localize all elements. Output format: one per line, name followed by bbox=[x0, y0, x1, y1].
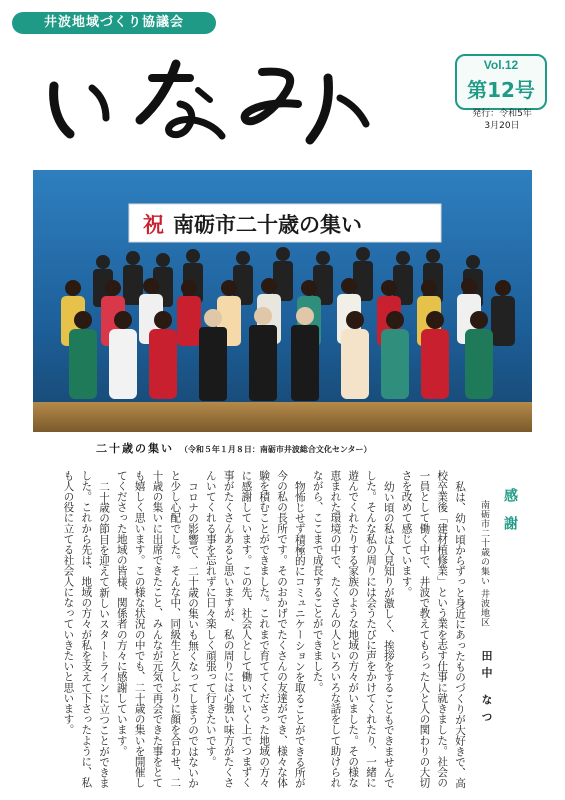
article-paragraph: 物怖じせず積極的にコミュニケーションを取ることができる所が今の私の長所です。そのおかげでたくさんの友達ができ、様々な体験を積むことができました。これまで育ててくださった地域の方々に感謝しています。この先、社会人として働いていく上でつまずく事がたくさんあると思いますが、私の周りには心強い味方がたくさんいてくれる事を忘れずに日々楽しく頑張って行きたいです。 bbox=[204, 470, 306, 788]
article-paragraph: 私は、幼い頃からずっと身近にあったものづくりが大好きで、高校卒業後「建材植修業」という業を志す仕事に就きました。社会の一員として働く中で、井波で教えてもらった人と人の関わりの大切さを改めて感じています。 bbox=[400, 470, 466, 788]
caption-detail: （令和５年１月８日：南砺市井波総合文化センター） bbox=[179, 445, 372, 454]
article-paragraph: 幼い頃の私は人見知りが激しく、挨拶をすることもできませんでした。そんな私の周りには会うたびに声をかけてくれたり、一緒に遊んでくれたりする家族のような地域の方々がいました。その様な恵まれた環境の中で、たくさんの人といろいろな話をして助けられながら、ここまで成長することができました。 bbox=[311, 470, 395, 788]
banner-mark: 祝 bbox=[143, 213, 164, 237]
issue-number: 第12号 bbox=[467, 78, 535, 102]
photo-caption bbox=[96, 440, 516, 456]
organization-name: 井波地域づくり協議会 bbox=[43, 15, 184, 30]
article-paragraph: 二十歳の節目を迎えて新しいスタートラインに立つことができました。これから先は、地域の方々が私を支えて下さったように、私も人の役に立てる社会人になっていきたいと思います。 bbox=[62, 470, 111, 788]
group-photo bbox=[33, 170, 532, 432]
banner-title: 南砺市二十歳の集い bbox=[173, 213, 362, 237]
volume-label: Vol.12 bbox=[483, 58, 519, 72]
issue-date-line2: 3月20日 bbox=[484, 121, 520, 131]
caption-title: 二十歳の集い bbox=[96, 442, 174, 455]
article-paragraph: コロナの影響で、二十歳の集いも無くなってしまうのではないかと少し心配でした。そんな中、同級生と久しぶりに顔を合わせ、二十歳の集いに出席できたこと、みんなが元気で再会できた事をとても嬉しく思います。この様な状況の中でも、二十歳の集いを開催してくださった地域の皆様、関係者の方々に感謝しています。 bbox=[115, 470, 200, 788]
article-author: 田中 なつ bbox=[480, 650, 493, 728]
volume-badge bbox=[455, 54, 547, 110]
article-heading: 感謝 bbox=[502, 488, 518, 544]
organization-badge bbox=[12, 12, 216, 34]
article-byline: 南砺市二十歳の集い 井波地区 bbox=[479, 500, 489, 627]
issue-date-line1: 発行：令和5年 bbox=[472, 109, 532, 119]
masthead-logo bbox=[40, 48, 400, 148]
issue-date bbox=[462, 108, 542, 132]
article-body bbox=[36, 470, 468, 792]
